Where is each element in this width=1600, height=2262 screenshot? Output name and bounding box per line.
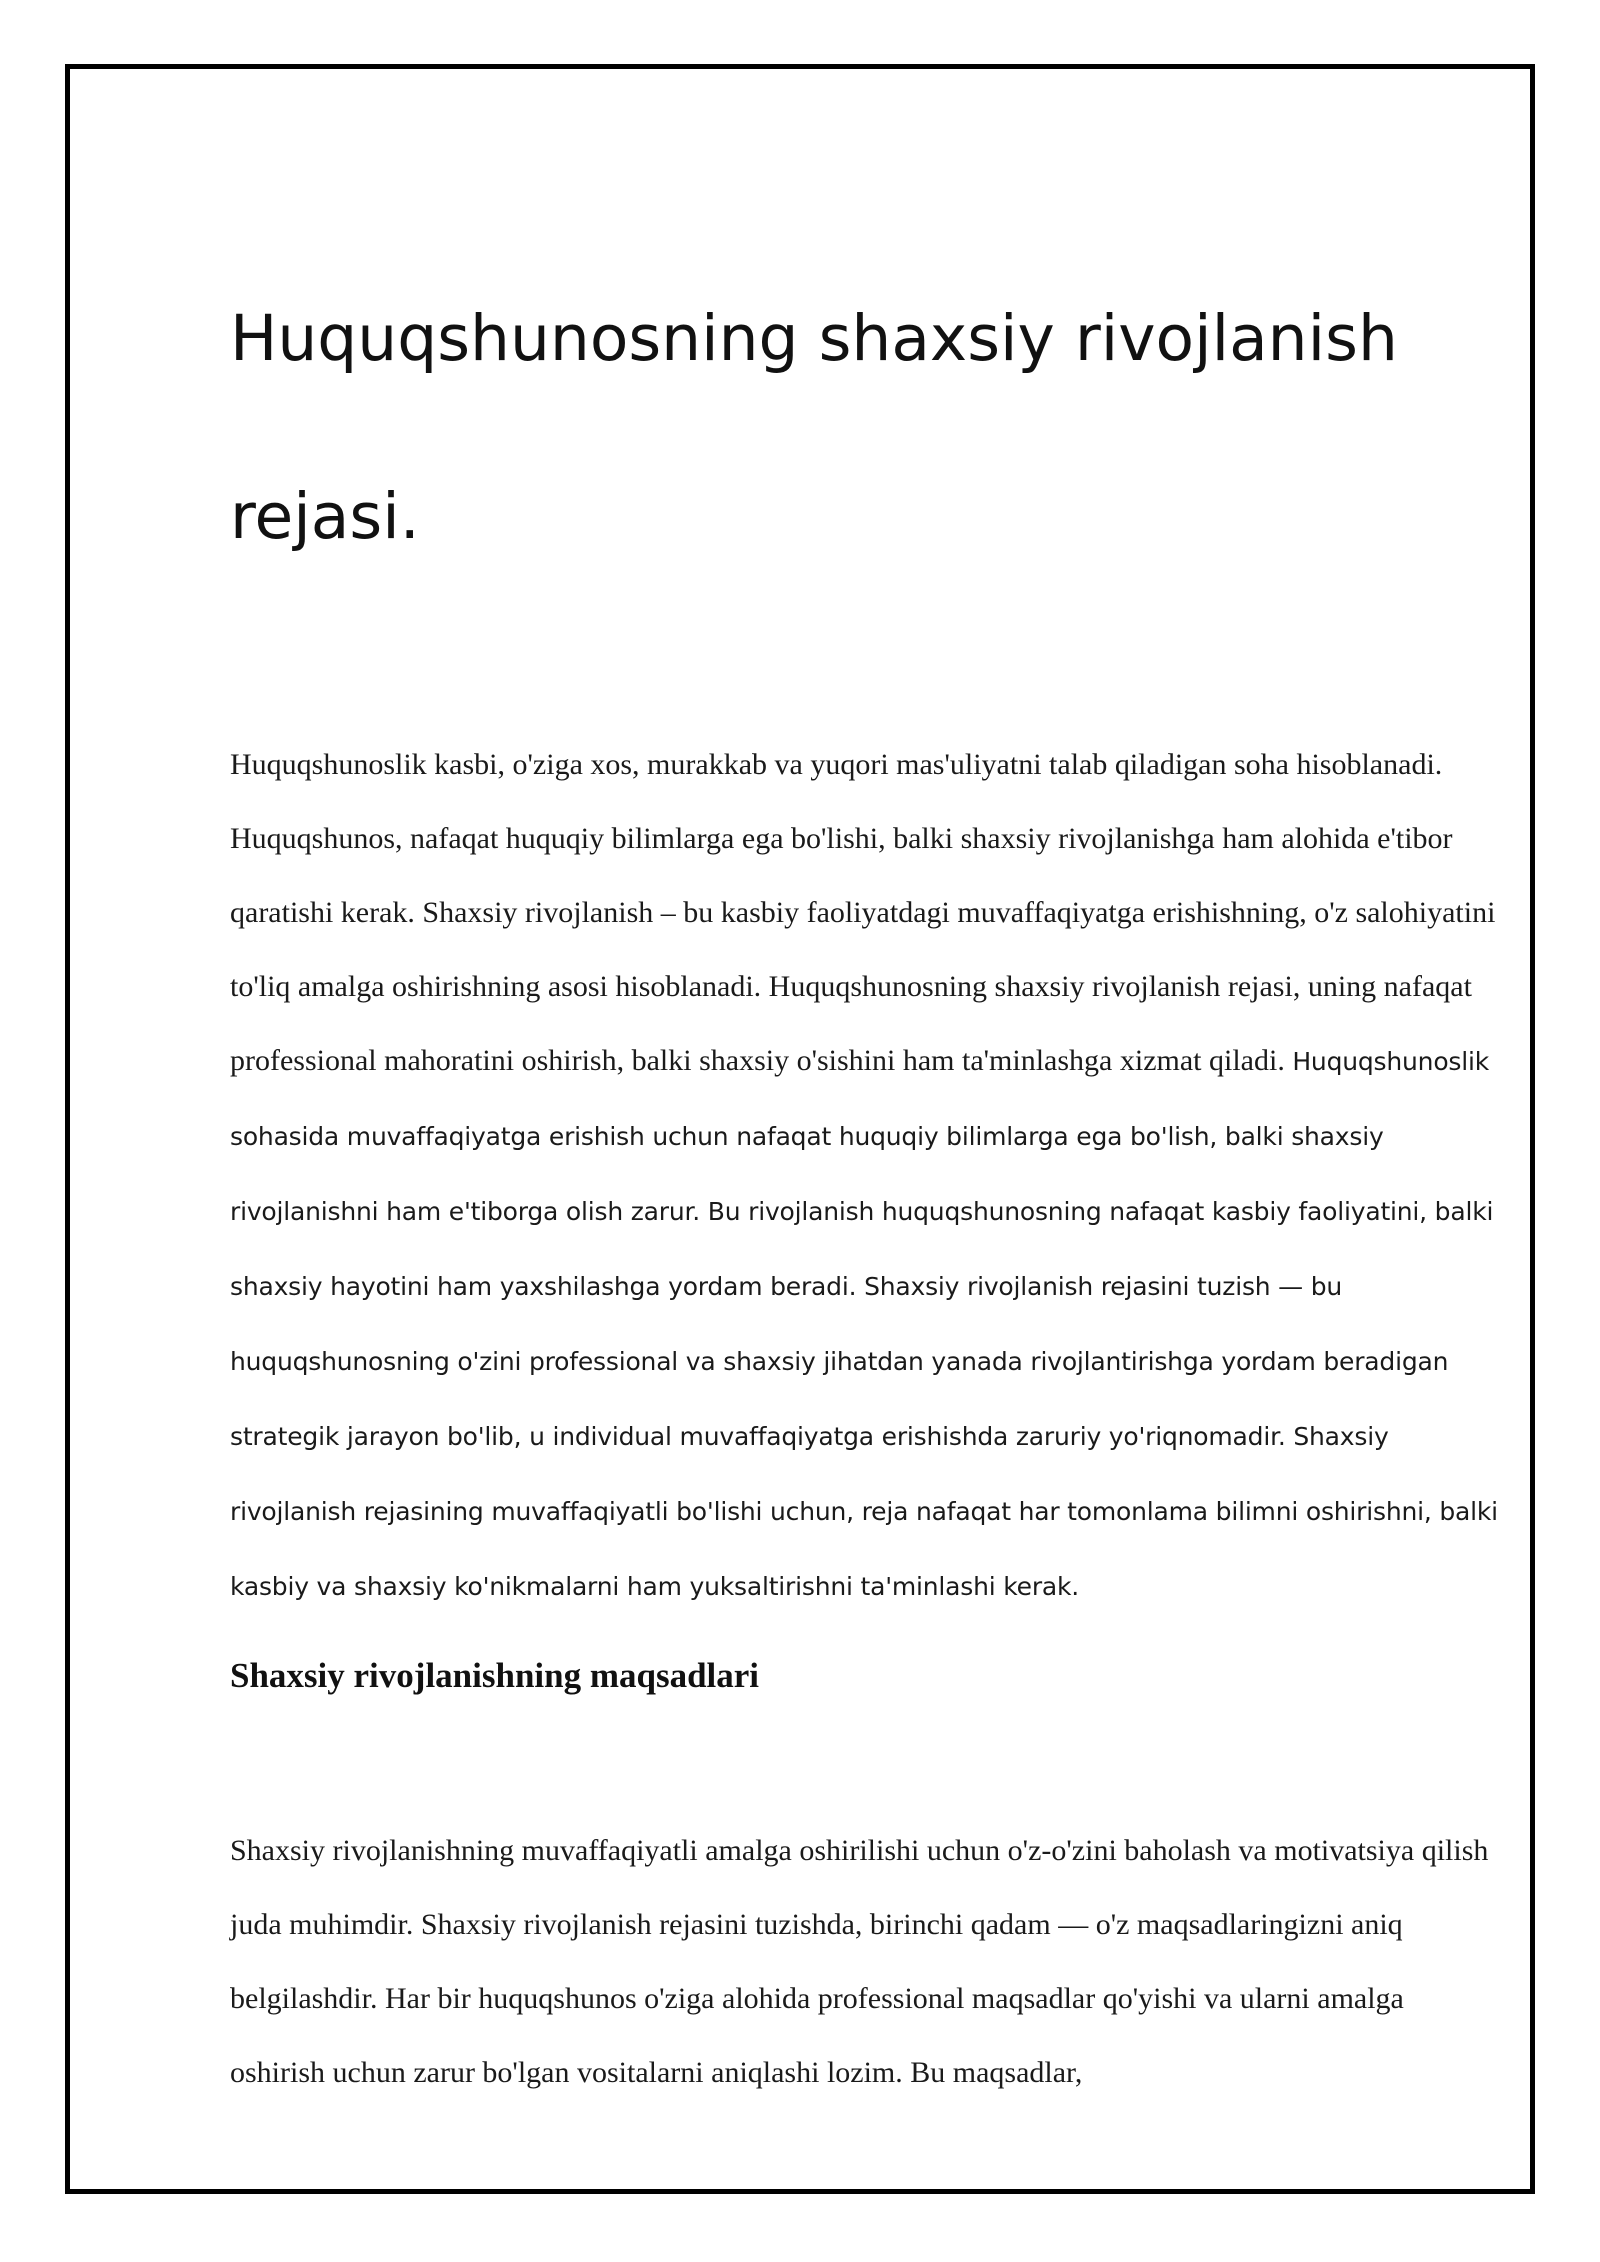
intro-serif-text: Huquqshunoslik kasbi, o'ziga xos, murakkab va yuqori mas'uliyatni talab qiladigan soha hisoblanadi. Huquqshunos, nafaqat huquqiy bilimlarga ega bo'lishi, balki shaxsiy rivojlanishga ham alohida e'tibor qaratishi kerak. Shaxsiy rivojlanish – bu kasbiy faoliyatdagi muvaffaqiyatga erishishning, o'z salohiyatini to'liq amalga oshirishning asosi hisoblanadi. Huquqshunosning shaxsiy rivojlanish rejasi, uning nafaqat professional mahoratini oshirish, balki shaxsiy o'sishini ham ta'minlashga xizmat qiladi. — [230, 748, 1496, 1077]
intro-paragraph — [230, 728, 1500, 1624]
title-line-1: Huquqshunosning shaxsiy rivojlanish — [230, 302, 1398, 375]
title-line-2: rejasi. — [230, 480, 420, 553]
document-body — [230, 250, 1500, 2110]
document-title — [230, 250, 1500, 606]
section-paragraph: Shaxsiy rivojlanishning muvaffaqiyatli amalga oshirilishi uchun o'z-o'zini baholash va motivatsiya qilish juda muhimdir. Shaxsiy rivojlanish rejasini tuzishda, birinchi qadam — o'z maqsadlaringizni aniq belgilashdir. Har bir huquqshunos o'ziga alohida professional maqsadlar qo'yishi va ularni amalga oshirish uchun zarur bo'lgan vositalarni aniqlashi lozim. Bu maqsadlar, — [230, 1834, 1489, 2089]
intro-sans-text: Huquqshunoslik sohasida muvaffaqiyatga erishish uchun nafaqat huquqiy bilimlarga ega bo'lish, balki shaxsiy rivojlanishni ham e'tiborga olish zarur. Bu rivojlanish huquqshunosning nafaqat kasbiy faoliyatini, balki shaxsiy hayotini ham yaxshilashga yordam beradi. Shaxsiy rivojlanish rejasini tuzish — bu huquqshunosning o'zini professional va shaxsiy jihatdan yanada rivojlantirishga yordam beradigan strategik jarayon bo'lib, u individual muvaffaqiyatga erishishda zaruriy yo'riqnomadir. Shaxsiy rivojlanish rejasining muvaffaqiyatli bo'lishi uchun, reja nafaqat har tomonlama bilimni oshirishni, balki kasbiy va shaxsiy ko'nikmalarni ham yuksaltirishni ta'minlashi kerak. — [230, 1047, 1498, 1601]
section-heading: Shaxsiy rivojlanishning maqsadlari — [230, 1656, 760, 1695]
